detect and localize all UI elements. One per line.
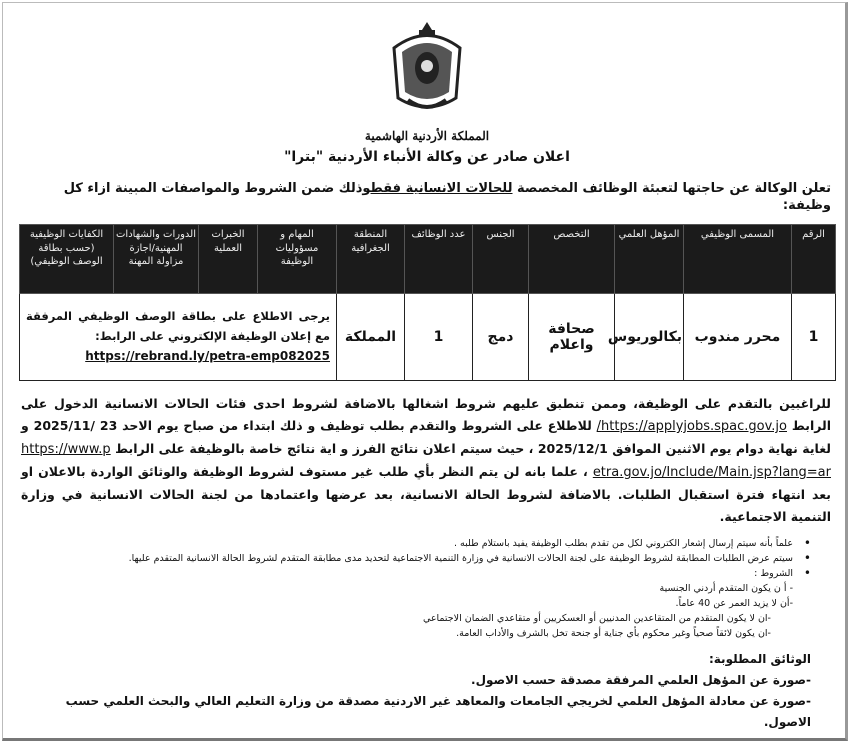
list-item: • علماً بأنه سيتم إرسال إشعار الكتروني لكل من تقدم بطلب الوظيفة يفيد باستلام طلبه . (19, 536, 811, 551)
table-row (20, 294, 836, 381)
cell-specialization: صحافة واعلام (529, 294, 615, 381)
column-header: الجنس (473, 225, 529, 294)
column-header: المنطقة الجغرافية (337, 225, 405, 294)
cell-qualification: بكالوريوس (615, 294, 684, 381)
cell-job-title: محرر مندوب (684, 294, 792, 381)
intro-text: تعلن الوكالة عن حاجتها لتعبئة الوظائف المخصصة للحالات الانسانية فقطوذلك ضمن الشروط والمواصفات المبينة ازاء كل وظيفة: (63, 181, 831, 213)
column-header: التخصص (529, 225, 615, 294)
jobs-table (19, 224, 836, 381)
results-link[interactable]: https://www.petra.gov.jo/Include/Main.jsp?lang=ar (21, 442, 831, 480)
kingdom-logo-text: المملكة الأردنية الهاشمية (364, 129, 490, 143)
list-item: • سيتم عرض الطلبات المطابقة لشروط الوظيفة على لجنة الحالات الانسانية في وزارة التنمية الاجتماعية لتحديد مدى مطابقة المتقدم لشروط الحالة الانسانية المتقدم عليها. (19, 551, 811, 566)
column-header: عدد الوظائف (405, 225, 473, 294)
column-header: الكفايات الوظيفية (حسب بطاقة الوصف الوظيفي) (20, 225, 114, 294)
condition-item: -ان يكون لائقاً صحياً وغير محكوم بأي جناية أو جنحة تخل بالشرف والأداب العامة. (456, 628, 771, 639)
required-documents (19, 649, 835, 733)
document-item: -صورة عن معادلة المؤهل العلمي لخريجي الجامعات والمعاهد غير الاردنية مصدقة من وزارة التعليم العالي والبحث العلمي حسب الاصول. (65, 694, 811, 729)
document-item: -صورة عن المؤهل العلمي المرفقة مصدقة حسب الاصول. (471, 673, 811, 687)
condition-item: -أن لا يزيد العمر عن 40 عاماً. (675, 598, 793, 609)
condition-item: - أ ن يكون المتقدم أردني الجنسية (659, 583, 793, 594)
table-header-row (20, 225, 836, 294)
cell-gender: دمج (473, 294, 529, 381)
cell-region: المملكة (337, 294, 405, 381)
column-header: الرقم (792, 225, 836, 294)
documents-heading: الوثائق المطلوبة: (708, 652, 811, 666)
cell-count: 1 (405, 294, 473, 381)
apply-link[interactable]: https://applyjobs.spac.gov.jo/ (596, 419, 787, 434)
job-description-link[interactable]: https://rebrand.ly/petra-emp082025 (85, 349, 330, 364)
column-header: الدورات والشهادات المهنية/اجازة مزاولة المهنة (114, 225, 199, 294)
list-item: • الشروط : (19, 566, 811, 581)
cell-number: 1 (792, 294, 836, 381)
column-header: المسمى الوظيفي (684, 225, 792, 294)
application-paragraph: للراغبين بالتقدم على الوظيفة، وممن تنطبق عليهم شروط اشغالها بالاضافة لشروط احدى فئات الحالات الانسانية الدخول على الرابط https://applyjobs.spac.gov.jo/ للاطلاع على الشروط والتقدم بطلب توظيف و ذلك ابتداء من صباح يوم الاحد 23 /2025/11 و لغاية نهاية دوام يوم الاثنين الموافق 2025/12/1 ، حيث سيتم اعلان نتائج الفرز و اية نتائج خاصة بالوظيفة على الرابط https://www.petra.gov.jo/Include/Main.jsp?lang=ar ، علما بانه لن يتم النظر بأي طلب غير مستوف لشروط الوظيفة والوثائق الواردة بالاعلان او بعد انتهاء فترة استقبال الطلبات. بالاضافة لشروط الحالة الانسانية، بعد عرضها واعتمادها من لجنة الحالات الانسانية في وزارة التنمية الاجتماعية. (21, 396, 831, 524)
column-header: المؤهل العلمي (615, 225, 684, 294)
notes-list (19, 536, 835, 641)
announcement-title: اعلان صادر عن وكالة الأنباء الأردنية "بترا" (284, 149, 570, 165)
condition-item: -ان لا يكون المتقدم من المتقاعدين المدنيين أو العسكريين أو متقاعدي الضمان الاجتماعي (422, 613, 771, 624)
jordan-emblem-logo (386, 18, 468, 116)
cell-job-description-note: يرجى الاطلاع على بطاقة الوصف الوظيفي المرفقة مع إعلان الوظيفة الإلكتروني على الرابط: https://rebrand.ly/petra-emp082025 (20, 294, 337, 381)
column-header: المهام و مسؤوليات الوظيفة (258, 225, 337, 294)
column-header: الخبرات العملية (199, 225, 258, 294)
